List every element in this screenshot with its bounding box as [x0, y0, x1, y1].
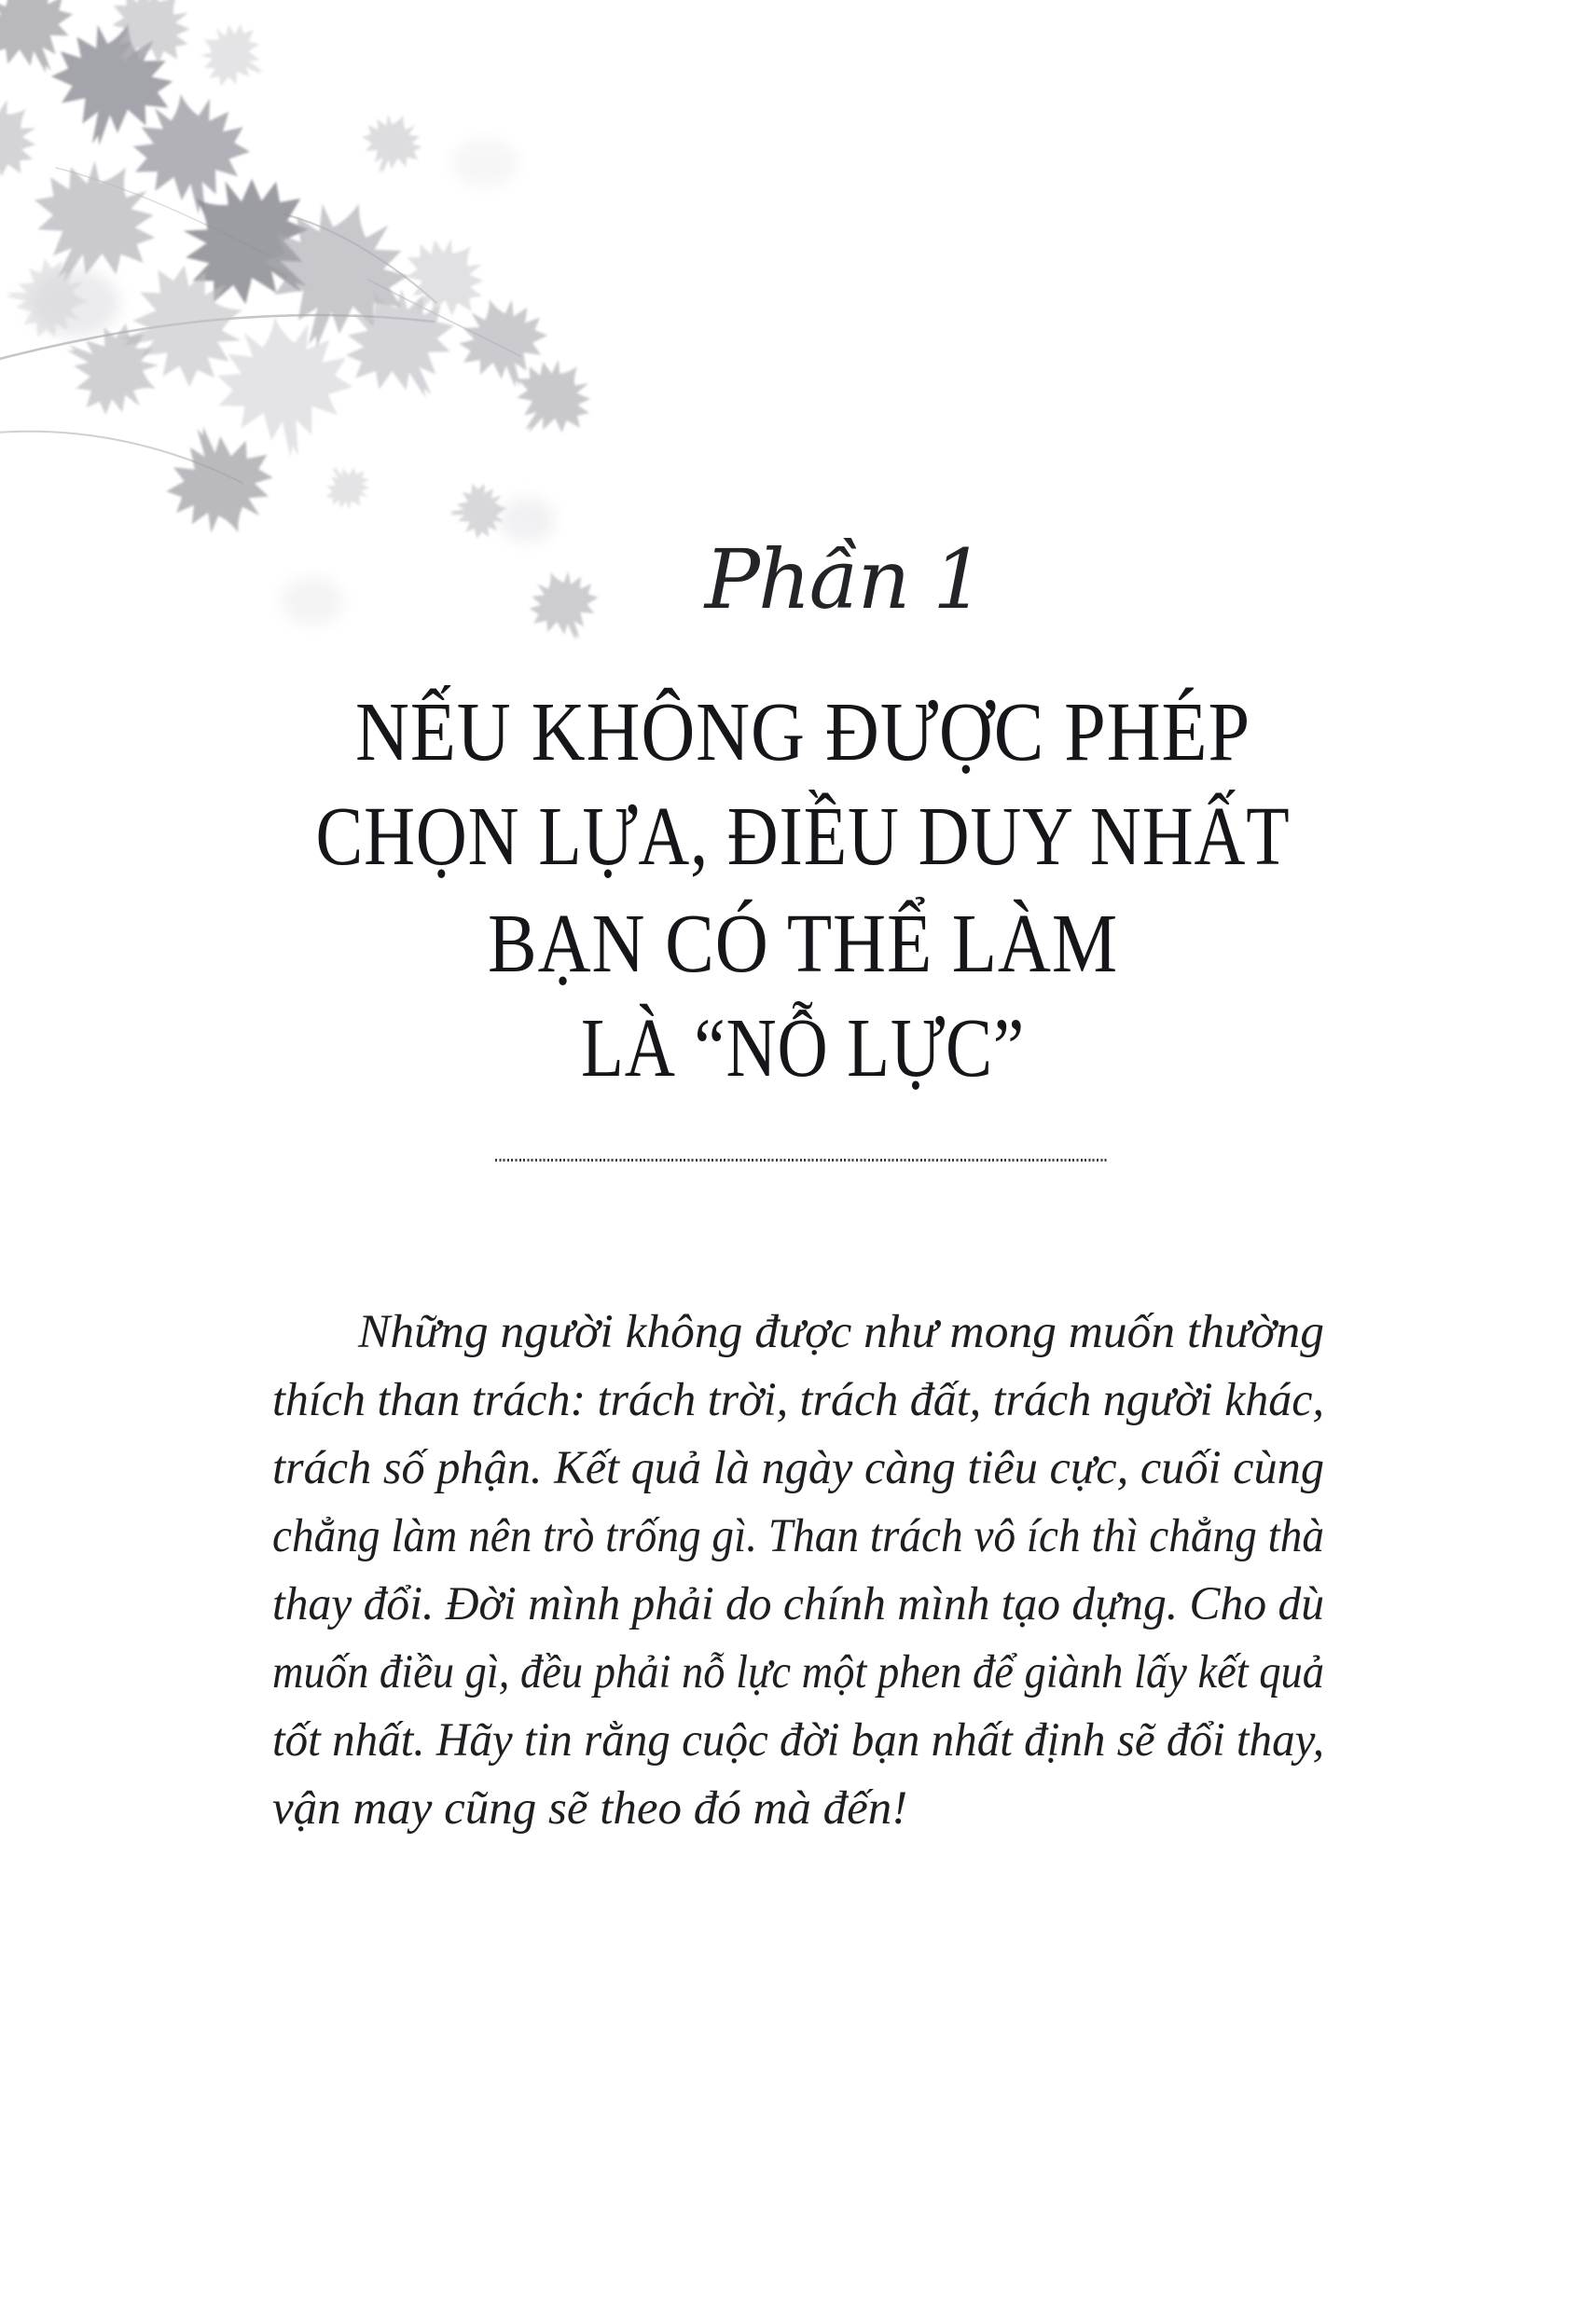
body-paragraph — [272, 1286, 1324, 1883]
paragraph-line: trách số phận. Kết quả là ngày càng tiêu cực, cuối cùng — [272, 1442, 1324, 1494]
maple-leaf-icon — [352, 103, 432, 185]
maple-leaves-illustration — [0, 0, 653, 653]
paragraph-line: chẳng làm nên trò trống gì. Than trách vô ích thì chẳng thà — [272, 1510, 1324, 1562]
paragraph-line: vận may cũng sẽ theo đó mà đến! — [272, 1782, 908, 1835]
paragraph-line: thích than trách: trách trời, trách đất, trách người khác, — [272, 1374, 1324, 1426]
dotted-divider — [495, 1159, 1109, 1162]
maple-leaf-icon — [314, 453, 380, 519]
paragraph-line: Những người không được như mong muốn thường — [356, 1306, 1325, 1358]
maple-leaf-icon — [187, 10, 279, 101]
paragraph-line: tốt nhất. Hãy tin rằng cuộc đời bạn nhất định sẽ đổi thay, — [272, 1714, 1324, 1767]
paragraph-line: muốn điều gì, đều phải nỗ lực một phen để giành lấy kết quả — [272, 1646, 1324, 1698]
section-label: Phần 1 — [704, 531, 984, 627]
maple-leaf-icon — [447, 480, 509, 541]
chapter-title-line: CHỌN LỰA, ĐIỀU DUY NHẤT — [315, 791, 1470, 883]
chapter-title — [309, 686, 1470, 1100]
paragraph-line: thay đổi. Đời mình phải do chính mình tạo dựng. Cho dù — [272, 1578, 1324, 1630]
chapter-title-line: BẠN CÓ THỂ LÀM — [488, 898, 1206, 990]
maple-leaf-icon — [0, 79, 56, 200]
maple-leaf-icon — [518, 559, 611, 653]
maple-leaf-icon — [208, 308, 362, 466]
chapter-title-line: LÀ “NỖ LỰC” — [581, 1002, 1113, 1094]
chapter-title-line: NẾU KHÔNG ĐƯỢC PHÉP — [355, 686, 1360, 778]
maple-leaf-icon — [150, 409, 289, 551]
